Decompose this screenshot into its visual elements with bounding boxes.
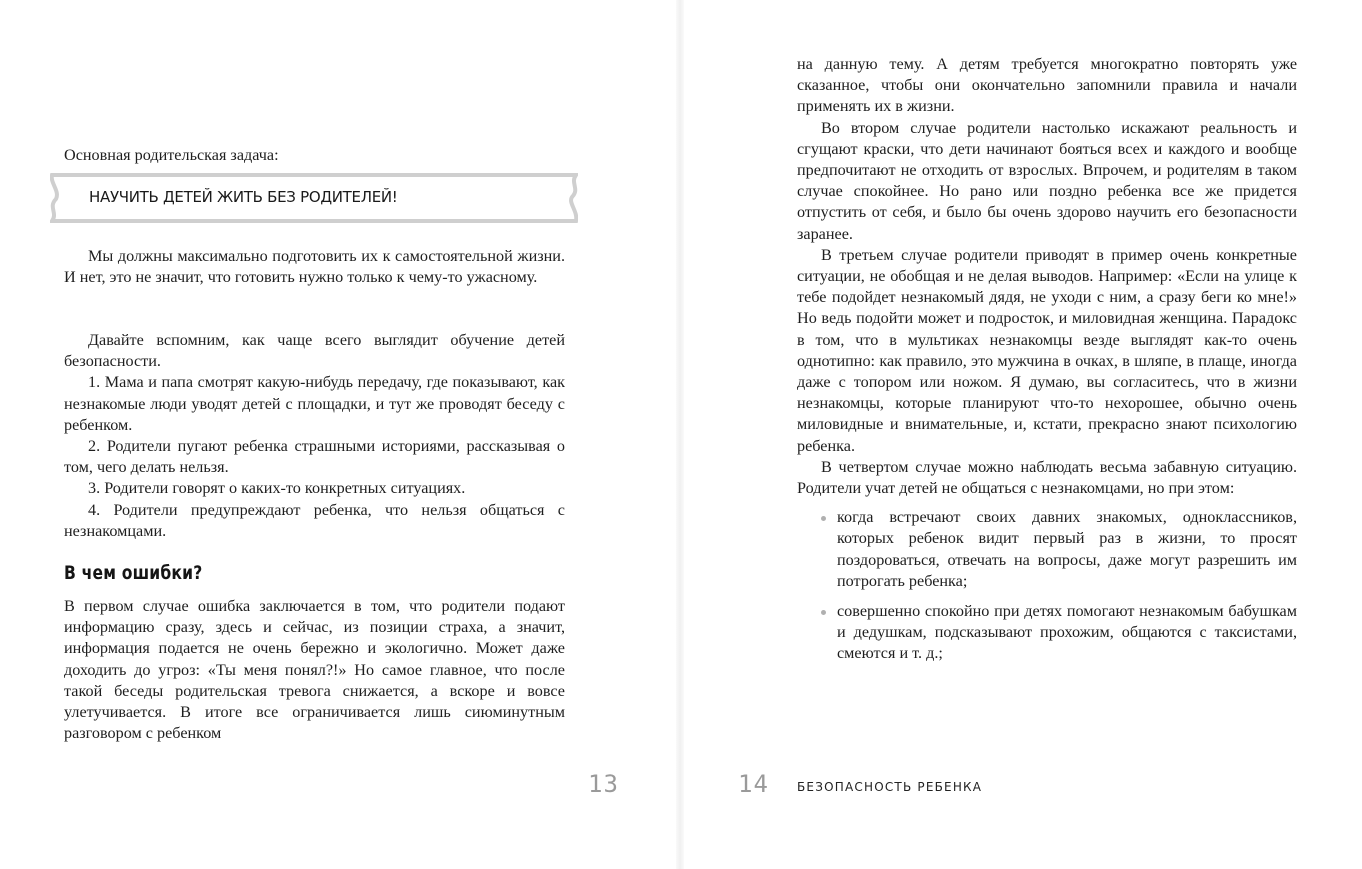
book-gutter (676, 0, 684, 869)
bullet-dot-icon (821, 516, 826, 521)
numbered-item: 1. Мама и папа смотрят какую-нибудь передачу, где показывают, как незнакомые люди уводят детей с площадки, и тут же проводят беседу с ребенком. (64, 373, 565, 434)
paragraph-block-1 (64, 246, 565, 288)
numbered-item: 4. Родители предупреждают ребенка, что нельзя общаться с незнакомцами. (64, 500, 565, 540)
bullet-list (797, 507, 1297, 664)
running-head: БЕЗОПАСНОСТЬ РЕБЕНКА (797, 780, 983, 794)
right-text-block (797, 54, 1297, 674)
left-page (0, 0, 676, 869)
list-item (797, 507, 1297, 592)
paragraph: В четвертом случае можно наблюдать весьма забавную ситуацию. Родители учат детей не общаться с незнакомцами, но при этом: (797, 457, 1297, 498)
intro-label: Основная родительская задача: (64, 146, 279, 165)
paragraph-block-3 (64, 596, 565, 744)
paragraph: Во втором случае родители настолько искажают реальность и сгущают краски, что дети начинают бояться всех и каждого и вообще предпочитают не отходить от взрослых. Впрочем, и родителям в таком случае спокойнее. Но рано или поздно ребенка все же придется отпустить от себя, и было бы очень здорово научить его безопасности заранее. (797, 118, 1297, 243)
list-item-text: когда встречают своих давних знакомых, одноклассников, которых ребенок видит первый раз в жизни, то просят поздороваться, отвечать на вопросы, даже могут разрешить им потрогать ребенка; (837, 508, 1297, 590)
banner-callout (50, 173, 578, 223)
bullet-dot-icon (821, 610, 826, 615)
paragraph: В первом случае ошибка заключается в том, что родители подают информацию сразу, здесь и сейчас, из позиции страха, а значит, информация подается не очень бережно и экологично. Может даже доходить до угроз: «Ты меня понял?!» Но самое главное, что после такой беседы родительская тревога снижается, а вскоре и вовсе улетучивается. В итоге все ограничивается лишь сиюминутным разговором с ребенком (64, 597, 565, 743)
list-item (797, 601, 1297, 665)
section-heading: В чем ошибки? (64, 562, 203, 584)
page-number-left: 13 (588, 770, 619, 798)
paragraph-block-2 (64, 330, 565, 542)
numbered-item: 3. Родители говорят о каких-то конкретных ситуациях. (88, 479, 466, 498)
list-item-text: совершенно спокойно при детях помогают незнакомым бабушкам и дедушкам, подсказывают прохожим, общаются с таксистами, смеются и т. д.; (837, 602, 1297, 663)
paragraph: Мы должны максимально подготовить их к самостоятельной жизни. И нет, это не значит, что готовить нужно только к чему-то ужасному. (64, 247, 565, 287)
page-number-right: 14 (738, 770, 769, 798)
numbered-item: 2. Родители пугают ребенка страшными историями, рассказывая о том, чего делать нельзя. (64, 437, 565, 477)
banner-text: НАУЧИТЬ ДЕТЕЙ ЖИТЬ БЕЗ РОДИТЕЛЕЙ! (89, 188, 398, 206)
paragraph: В третьем случае родители приводят в пример очень конкретные ситуации, не обобщая и не делая выводов. Например: «Если на улице к тебе подойдет незнакомый дядя, не уходи с ним, а сразу беги ко мне!» Но ведь подойти может и подросток, и миловидная женщина. Парадокс в том, что в мультиках незнакомцы везде выглядят как-то очень однотипно: как правило, это мужчина в очках, в шляпе, в плаще, иногда даже с топором или ножом. Я думаю, вы согласитесь, что в жизни незнакомцы, которые планируют что-то нехорошее, обычно очень миловидные и внимательные, и, кстати, прекрасно знают психологию ребенка. (797, 245, 1297, 455)
paragraph: на данную тему. А детям требуется многократно повторять уже сказанное, чтобы они окончательно запомнили правила и начали применять их в жизни. (797, 55, 1297, 116)
paragraph: Давайте вспомним, как чаще всего выглядит обучение детей безопасности. (64, 331, 565, 371)
